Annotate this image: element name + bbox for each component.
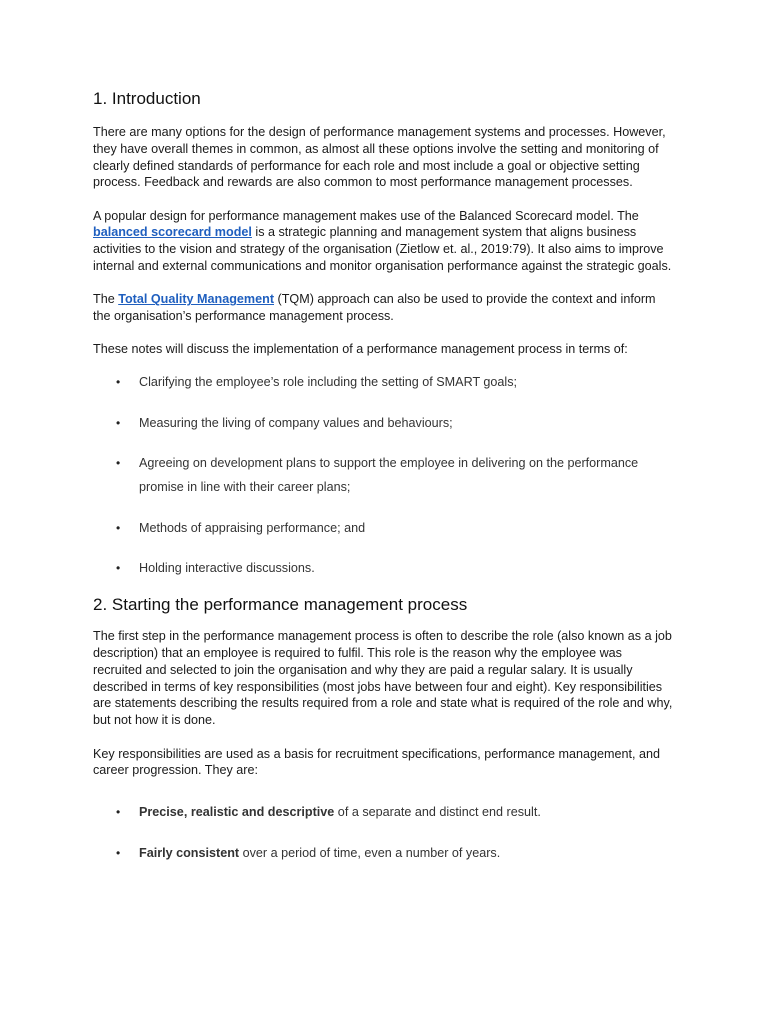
bullet-icon: • <box>116 456 121 471</box>
list-item-text: Agreeing on development plans to support the employee in delivering on the performance promise in line with their career plans; <box>139 456 639 495</box>
intro-paragraph-3 <box>93 291 673 325</box>
intro-paragraph-3-rest: (TQM) approach can also be used to provide the context and inform the organisation’s performance management process. <box>93 292 656 324</box>
bullet-icon: • <box>116 561 121 576</box>
list-item <box>93 370 673 394</box>
bullet-icon: • <box>116 520 121 535</box>
total-quality-management-link[interactable]: Total Quality Management <box>118 292 275 307</box>
list-item <box>93 841 673 865</box>
intro-paragraph-1: There are many options for the design of performance management systems and processes. However, they have overall themes in common, as almost all these options involve the setting and monitoring of clearly defined standards of performance for each role and most include a goal or objective setting process. Feedback and rewards are also common to most performance management processes. <box>93 125 666 190</box>
list-item <box>93 556 673 580</box>
bullet-icon: • <box>116 375 121 390</box>
list-item-text: Measuring the living of company values and behaviours; <box>139 415 453 430</box>
section-heading-introduction: 1. Introduction <box>93 89 201 108</box>
list-item-text: Methods of appraising performance; and <box>139 520 366 535</box>
start-paragraph-1: The first step in the performance management process is often to describe the role (also known as a job description) that an employee is required to fulfil. This role is the reason why the employee was recruited and selected to join the organisation and why they are paid a regular salary. It is usually described in terms of key responsibilities (most jobs have between four and eight). Key responsibilities are statements describing the results required from a role and state what is required of the role and why, but not how it is done. <box>93 629 673 728</box>
intro-paragraph-4: These notes will discuss the implementation of a performance management process in terms of: <box>93 342 628 357</box>
list-item-bold-text: Precise, realistic and descriptive <box>139 805 335 820</box>
list-item <box>93 451 673 499</box>
intro-paragraph-3-lead: The <box>93 292 119 307</box>
list-item-text: Clarifying the employee’s role including the setting of SMART goals; <box>139 375 518 390</box>
list-item-bold-text: Fairly consistent <box>139 846 240 861</box>
balanced-scorecard-link[interactable]: balanced scorecard model <box>93 225 252 240</box>
intro-paragraph-2 <box>93 208 673 275</box>
list-item <box>93 411 673 435</box>
list-item <box>93 800 673 824</box>
section-heading-starting-process: 2. Starting the performance management process <box>93 595 468 615</box>
intro-paragraph-2-rest: is a strategic planning and management system that aligns business activities to the vision and strategy of the organisation (Zietlow et. al., 2019:79). It also aims to improve internal and external communications and monitor organisation performance against the strategic goals. <box>93 225 672 274</box>
bullet-icon: • <box>116 805 121 820</box>
implementation-topics-list <box>93 370 673 580</box>
key-responsibilities-list <box>93 800 673 865</box>
bullet-icon: • <box>116 846 121 861</box>
list-item-text: over a period of time, even a number of years. <box>239 846 501 861</box>
list-item-text: of a separate and distinct end result. <box>334 805 541 820</box>
list-item <box>93 516 673 540</box>
list-item-text: Holding interactive discussions. <box>139 561 315 576</box>
document-page <box>93 88 673 882</box>
start-paragraph-2: Key responsibilities are used as a basis for recruitment specifications, performance management, and career progression. They are: <box>93 746 661 778</box>
bullet-icon: • <box>116 415 121 430</box>
intro-paragraph-2-lead: A popular design for performance management makes use of the Balanced Scorecard model. The <box>93 208 639 223</box>
